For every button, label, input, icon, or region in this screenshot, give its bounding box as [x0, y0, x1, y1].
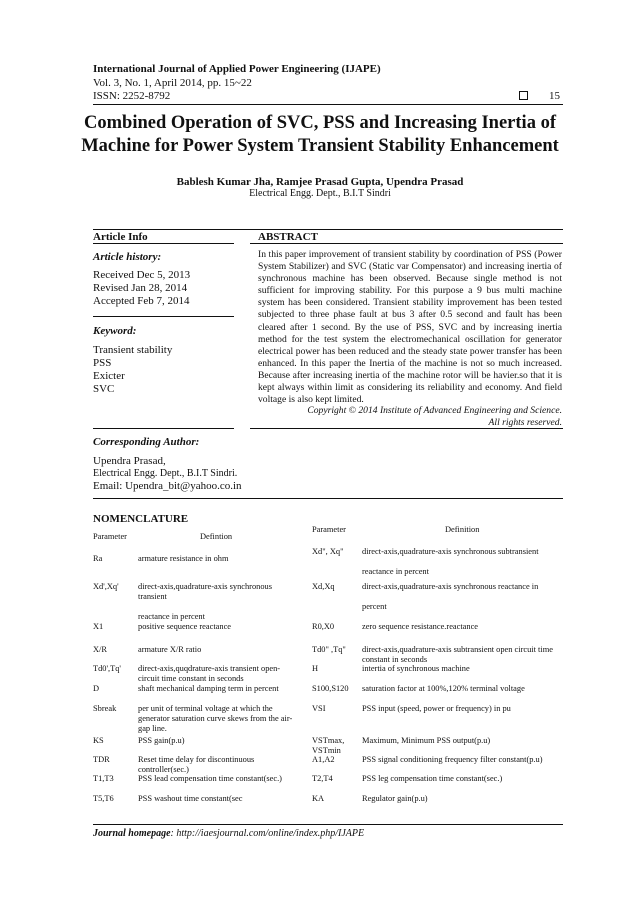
right-def-header: Definition: [445, 525, 480, 534]
left-param-header: Parameter: [93, 532, 127, 541]
right-definition: direct-axis,quadrature-axis synchronous reactance in: [362, 582, 539, 591]
left-param: KS: [93, 736, 104, 745]
right-param: T2,T4: [312, 774, 333, 783]
left-definition: reactance in percent: [138, 612, 205, 621]
left-param: D: [93, 684, 100, 693]
left-def-header: Defintion: [200, 532, 233, 541]
right-param: Xd,Xq: [312, 582, 335, 591]
journal-homepage: [93, 828, 364, 839]
right-param: KA: [312, 794, 325, 803]
affiliation: Electrical Engg. Dept., B.I.T Sindri: [249, 188, 391, 199]
right-definition: direct-axis,quadrature-axis synchronous subtransient: [362, 547, 539, 556]
left-param: T5,T6: [93, 794, 114, 803]
copyright-line: All rights reserved.: [488, 417, 562, 428]
right-definition: intertia of synchronous machine: [362, 664, 470, 673]
keyword-item: SVC: [93, 383, 115, 395]
history-rule: [93, 316, 234, 317]
article-info-heading: Article Info: [93, 231, 148, 243]
right-definition: PSS leg compensation time constant(sec.): [362, 774, 503, 783]
right-definition: zero sequence resistance.reactance: [362, 622, 479, 631]
corresponding-name: Upendra Prasad,: [93, 455, 166, 467]
footer-rule: [93, 824, 563, 825]
homepage-label: Journal homepage: [93, 828, 171, 839]
right-definition: constant in seconds: [362, 655, 428, 664]
received-date: Received Dec 5, 2013: [93, 269, 191, 281]
right-param: H: [312, 664, 319, 673]
section-rule: [93, 229, 563, 230]
left-definition: PSS washout time constant(sec: [138, 794, 243, 803]
right-definition: PSS signal conditioning frequency filter constant(p.u): [362, 755, 543, 764]
header-rule: [93, 104, 563, 105]
abstract-bottom-rule: [250, 428, 563, 429]
right-definition: percent: [362, 602, 387, 611]
paper-title: [70, 112, 570, 158]
left-definition: generator saturation curve skews from the air-: [138, 714, 293, 723]
left-param: T1,T3: [93, 774, 114, 783]
volume-info: Vol. 3, No. 1, April 2014, pp. 15~22: [93, 77, 252, 89]
left-definition: circuit time constant in seconds: [138, 674, 244, 683]
left-param: Sbreak: [93, 704, 117, 713]
right-param: Xd", Xq": [312, 547, 344, 556]
history-heading: Article history:: [93, 251, 162, 263]
left-param: Ra: [93, 554, 103, 563]
section-rule-2: [93, 498, 563, 499]
abstract-rule: [250, 243, 563, 244]
title-line: Combined Operation of SVC, PSS and Increasing Inertia of: [84, 113, 556, 133]
left-param: TDR: [93, 755, 110, 764]
right-definition: direct-axis,quadrature-axis subtransient open circuit time: [362, 645, 553, 654]
revised-date: Revised Jan 28, 2014: [93, 282, 188, 294]
authors: Bablesh Kumar Jha, Ramjee Prasad Gupta, Upendra Prasad: [176, 176, 464, 188]
article-info-rule: [93, 243, 234, 244]
left-definition: gap line.: [138, 724, 167, 733]
corresponding-dept: Electrical Engg. Dept., B.I.T Sindri.: [93, 468, 238, 479]
copyright: [258, 405, 562, 429]
left-definition: PSS gain(p.u): [138, 736, 185, 745]
left-definition: armature resistance in ohm: [138, 554, 229, 563]
left-definition: direct-axis,quadrature-axis synchronous: [138, 582, 272, 591]
left-param: Xd',Xq': [93, 582, 119, 591]
corresponding-heading: Corresponding Author:: [93, 436, 200, 448]
right-definition: Regulator gain(p.u): [362, 794, 428, 803]
page-number: 15: [549, 90, 560, 102]
left-definition: PSS lead compensation time constant(sec.): [138, 774, 282, 783]
corresponding-email: Email: Upendra_bit@yahoo.co.in: [93, 480, 242, 492]
square-bullet-icon: [519, 91, 528, 100]
keyword-item: Exicter: [93, 370, 125, 382]
abstract-heading: ABSTRACT: [258, 231, 318, 243]
right-param: Td0" ,Tq": [312, 645, 346, 654]
accepted-date: Accepted Feb 7, 2014: [93, 295, 190, 307]
abstract-text: In this paper improvement of transient stability by coordination of PSS (Power System Stabilizer) and SVC (Static var Compensator) and increasing inertia of synchronous machine has been observed. Because single method is not sufficient for improving stability. For this purpose a 9 bus multi machine system has been considered. Transient stability improvement has been tested subjected to three phase fault at bus 3 after 0.5 second and fault has been cleared after 1 second. By the use of PSS, SVC and by increasing inertia method for the test system the electromechanical oscillation for generator electrical power has been reduced and the steady state power transfer has been enhanced. In this paper the Inertia of the machine is not so much increased. Because after increasing inertia of the machine rotor will be havier.so that it is kept always within limit as considering its reliability and economy. And field voltage is also kept limited.: [258, 249, 562, 406]
left-definition: shaft mechanical damping term in percent: [138, 684, 279, 693]
left-definition: positive sequence reactance: [138, 622, 232, 631]
right-param: VSI: [312, 704, 326, 713]
keyword-item: Transient stability: [93, 344, 173, 356]
left-definition: direct-axis,quqdrature-axis transient open-: [138, 664, 281, 673]
right-definition: saturation factor at 100%,120% terminal voltage: [362, 684, 525, 693]
nomenclature-heading: NOMENCLATURE: [93, 513, 189, 525]
left-definition: controller(sec.): [138, 765, 189, 774]
keyword-item: PSS: [93, 357, 112, 369]
title-line: Machine for Power System Transient Stability Enhancement: [81, 136, 559, 156]
left-definition: transient: [138, 592, 167, 601]
right-definition: PSS input (speed, power or frequency) in pu: [362, 704, 511, 713]
homepage-url[interactable]: : http://iaesjournal.com/online/index.php/IJAPE: [170, 828, 365, 839]
left-definition: Reset time delay for discontinuous: [138, 755, 255, 764]
issn: ISSN: 2252-8792: [93, 90, 171, 102]
left-param: Td0',Tq': [93, 664, 121, 673]
journal-name: International Journal of Applied Power Engineering (IJAPE): [93, 63, 381, 75]
left-definition: armature X/R ratio: [138, 645, 202, 654]
corresponding-rule: [93, 428, 234, 429]
right-definition: Maximum, Minimum PSS output(p.u): [362, 736, 491, 745]
right-param: VSTmax, VSTmin: [312, 736, 345, 755]
left-param: X1: [93, 622, 104, 631]
right-definition: reactance in percent: [362, 567, 429, 576]
right-param: S100,S120: [312, 684, 349, 693]
article-history: [93, 269, 190, 308]
copyright-line: Copyright © 2014 Institute of Advanced Engineering and Science.: [307, 405, 562, 416]
left-definition: per unit of terminal voltage at which the: [138, 704, 273, 713]
right-param: A1,A2: [312, 755, 335, 764]
keywords-list: [93, 344, 172, 396]
right-param-header: Parameter: [312, 525, 346, 534]
keyword-heading: Keyword:: [93, 325, 137, 337]
left-param: X/R: [93, 645, 107, 654]
right-param: R0,X0: [312, 622, 335, 631]
